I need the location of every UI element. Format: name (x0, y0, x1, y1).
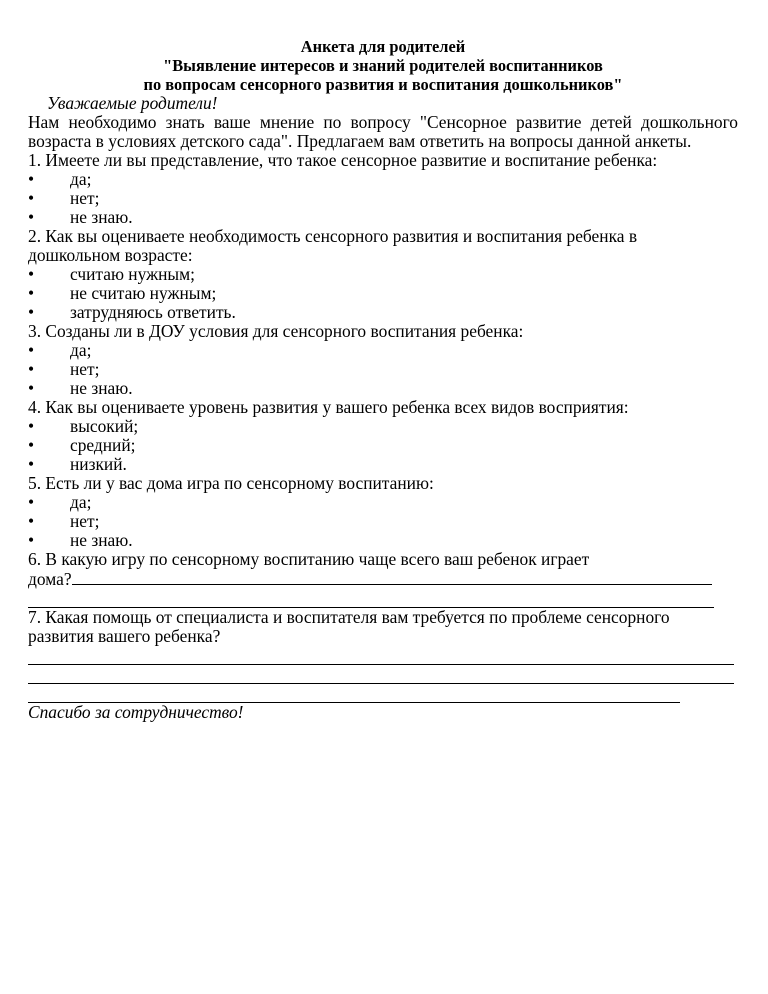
question-4-option-3[interactable] (28, 455, 738, 474)
option-label: нет; (70, 188, 100, 208)
thanks-note: Спасибо за сотрудничество! (28, 702, 244, 722)
title-line-3: по вопросам сенсорного развития и воспитания дошкольников" (143, 75, 623, 94)
bullet-icon: • (28, 302, 35, 322)
greeting: Уважаемые родители! (47, 93, 218, 113)
question-4-option-2[interactable] (28, 436, 738, 455)
answer-line[interactable] (28, 650, 734, 665)
question-5-option-2[interactable] (28, 512, 738, 531)
question-3-option-1[interactable] (28, 341, 738, 360)
answer-line[interactable] (72, 569, 712, 585)
question-5-option-1[interactable] (28, 493, 738, 512)
option-label: высокий; (70, 416, 139, 436)
bullet-icon: • (28, 435, 35, 455)
bullet-icon: • (28, 264, 35, 284)
bullet-icon: • (28, 169, 35, 189)
question-7: 7. Какая помощь от специалиста и воспитателя вам требуется по проблеме сенсорного (28, 607, 670, 627)
question-1: 1. Имеете ли вы представление, что такое сенсорное развитие и воспитание ребенка: (28, 150, 658, 170)
option-label: нет; (70, 359, 100, 379)
bullet-icon: • (28, 511, 35, 531)
answer-line[interactable] (28, 669, 734, 684)
question-7-continued: развития вашего ребенка? (28, 626, 221, 646)
option-label: считаю нужным; (70, 264, 195, 284)
question-2-option-1[interactable] (28, 265, 738, 284)
question-1-option-1[interactable] (28, 170, 738, 189)
question-2-option-2[interactable] (28, 284, 738, 303)
question-2-continued: дошкольном возрасте: (28, 245, 193, 265)
option-label: низкий. (70, 454, 127, 474)
option-label: не знаю. (70, 530, 133, 550)
option-label: нет; (70, 511, 100, 531)
bullet-icon: • (28, 207, 35, 227)
option-label: да; (70, 169, 92, 189)
question-4: 4. Как вы оцениваете уровень развития у вашего ребенка всех видов восприятия: (28, 397, 629, 417)
bullet-icon: • (28, 188, 35, 208)
answer-line[interactable] (28, 593, 714, 608)
question-5-option-3[interactable] (28, 531, 738, 550)
title-line-2: "Выявление интересов и знаний родителей воспитанников (163, 56, 603, 75)
question-5: 5. Есть ли у вас дома игра по сенсорному воспитанию: (28, 473, 434, 493)
question-2-option-3[interactable] (28, 303, 738, 322)
intro-line-2: возраста в условиях детского сада". Предлагаем вам ответить на вопросы данной анкеты. (28, 131, 692, 151)
option-label: не знаю. (70, 207, 133, 227)
option-label: не считаю нужным; (70, 283, 217, 303)
question-1-option-3[interactable] (28, 208, 738, 227)
bullet-icon: • (28, 416, 35, 436)
question-3-option-3[interactable] (28, 379, 738, 398)
question-6-answer-row (28, 569, 738, 589)
question-3-option-2[interactable] (28, 360, 738, 379)
option-label: средний; (70, 435, 136, 455)
option-label: не знаю. (70, 378, 133, 398)
bullet-icon: • (28, 378, 35, 398)
bullet-icon: • (28, 340, 35, 360)
question-6-continued: дома? (28, 569, 72, 589)
bullet-icon: • (28, 283, 35, 303)
bullet-icon: • (28, 492, 35, 512)
question-2: 2. Как вы оцениваете необходимость сенсорного развития и воспитания ребенка в (28, 226, 638, 246)
question-3: 3. Созданы ли в ДОУ условия для сенсорного воспитания ребенка: (28, 321, 524, 341)
bullet-icon: • (28, 359, 35, 379)
question-6: 6. В какую игру по сенсорному воспитанию чаще всего ваш ребенок играет (28, 549, 590, 569)
questionnaire-document (28, 37, 738, 722)
bullet-icon: • (28, 454, 35, 474)
title-line-1: Анкета для родителей (300, 37, 466, 56)
option-label: да; (70, 340, 92, 360)
answer-line[interactable] (28, 688, 680, 703)
question-4-option-1[interactable] (28, 417, 738, 436)
question-1-option-2[interactable] (28, 189, 738, 208)
option-label: да; (70, 492, 92, 512)
intro-line-1: Нам необходимо знать ваше мнение по вопросу "Сенсорное развитие детей дошкольного (28, 112, 738, 132)
option-label: затрудняюсь ответить. (70, 302, 236, 322)
bullet-icon: • (28, 530, 35, 550)
